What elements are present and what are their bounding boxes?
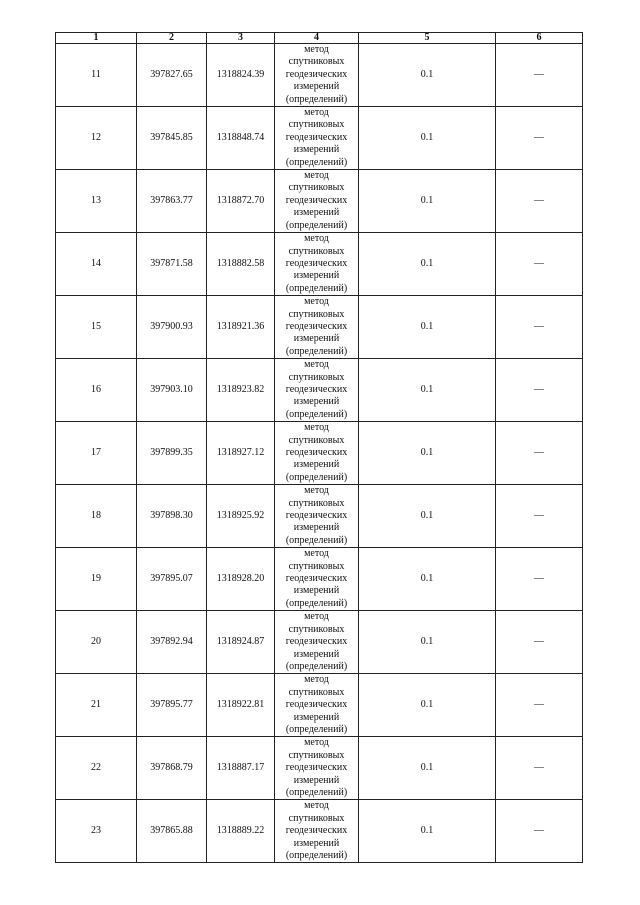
method-line: метод bbox=[304, 170, 329, 182]
accuracy-cell: 0.1 bbox=[359, 44, 496, 107]
method-line: метод bbox=[304, 485, 329, 497]
method-line: спутниковых bbox=[288, 749, 345, 761]
method-line: метод bbox=[304, 107, 329, 119]
header-row bbox=[56, 33, 583, 44]
y-coordinate-cell: 1318848.74 bbox=[207, 107, 275, 170]
accuracy-cell: 0.1 bbox=[359, 800, 496, 863]
point-number-cell: 19 bbox=[56, 548, 137, 611]
method-line: (определений) bbox=[285, 345, 348, 357]
x-coordinate-cell: 397845.85 bbox=[137, 107, 207, 170]
accuracy-cell: 0.1 bbox=[359, 737, 496, 800]
method-cell bbox=[275, 485, 359, 548]
method-line: спутниковых bbox=[288, 245, 345, 257]
accuracy-cell: 0.1 bbox=[359, 674, 496, 737]
table-row bbox=[56, 674, 583, 737]
method-cell bbox=[275, 548, 359, 611]
method-line: геодезических bbox=[285, 320, 348, 332]
accuracy-cell: 0.1 bbox=[359, 170, 496, 233]
method-line: измерений bbox=[293, 522, 340, 534]
method-line: метод bbox=[304, 359, 329, 371]
point-number-cell: 11 bbox=[56, 44, 137, 107]
table-row bbox=[56, 359, 583, 422]
x-coordinate-cell: 397863.77 bbox=[137, 170, 207, 233]
method-cell bbox=[275, 800, 359, 863]
method-line: геодезических bbox=[285, 636, 348, 648]
method-line: метод bbox=[304, 296, 329, 308]
method-line: (определений) bbox=[285, 723, 348, 735]
method-line: измерений bbox=[293, 837, 340, 849]
method-line: измерений bbox=[293, 207, 340, 219]
method-line: спутниковых bbox=[288, 434, 345, 446]
note-cell: — bbox=[496, 548, 583, 611]
note-cell: — bbox=[496, 674, 583, 737]
y-coordinate-cell: 1318924.87 bbox=[207, 611, 275, 674]
y-coordinate-cell: 1318928.20 bbox=[207, 548, 275, 611]
y-coordinate-cell: 1318887.17 bbox=[207, 737, 275, 800]
x-coordinate-cell: 397892.94 bbox=[137, 611, 207, 674]
method-line: метод bbox=[304, 233, 329, 245]
method-line: геодезических bbox=[285, 194, 348, 206]
y-coordinate-cell: 1318921.36 bbox=[207, 296, 275, 359]
x-coordinate-cell: 397903.10 bbox=[137, 359, 207, 422]
table-row bbox=[56, 737, 583, 800]
method-line: измерений bbox=[293, 585, 340, 597]
method-cell bbox=[275, 422, 359, 485]
point-number-cell: 18 bbox=[56, 485, 137, 548]
method-cell bbox=[275, 170, 359, 233]
method-line: спутниковых bbox=[288, 56, 345, 68]
note-cell: — bbox=[496, 485, 583, 548]
note-cell: — bbox=[496, 170, 583, 233]
method-line: метод bbox=[304, 737, 329, 749]
accuracy-cell: 0.1 bbox=[359, 233, 496, 296]
note-cell: — bbox=[496, 296, 583, 359]
x-coordinate-cell: 397865.88 bbox=[137, 800, 207, 863]
x-coordinate-cell: 397868.79 bbox=[137, 737, 207, 800]
method-line: (определений) bbox=[285, 660, 348, 672]
method-line: метод bbox=[304, 611, 329, 623]
method-line: спутниковых bbox=[288, 371, 345, 383]
point-number-cell: 23 bbox=[56, 800, 137, 863]
note-cell: — bbox=[496, 359, 583, 422]
method-line: измерений bbox=[293, 333, 340, 345]
method-line: спутниковых bbox=[288, 686, 345, 698]
table-body bbox=[56, 44, 583, 863]
table-row bbox=[56, 44, 583, 107]
accuracy-cell: 0.1 bbox=[359, 611, 496, 674]
method-line: метод bbox=[304, 674, 329, 686]
point-number-cell: 12 bbox=[56, 107, 137, 170]
method-line: геодезических bbox=[285, 510, 348, 522]
method-cell bbox=[275, 107, 359, 170]
note-cell: — bbox=[496, 611, 583, 674]
method-cell bbox=[275, 611, 359, 674]
accuracy-cell: 0.1 bbox=[359, 422, 496, 485]
x-coordinate-cell: 397827.65 bbox=[137, 44, 207, 107]
y-coordinate-cell: 1318927.12 bbox=[207, 422, 275, 485]
point-number-cell: 22 bbox=[56, 737, 137, 800]
table-row bbox=[56, 233, 583, 296]
method-line: измерений bbox=[293, 711, 340, 723]
method-line: (определений) bbox=[285, 786, 348, 798]
method-line: (определений) bbox=[285, 282, 348, 294]
accuracy-cell: 0.1 bbox=[359, 107, 496, 170]
point-number-cell: 15 bbox=[56, 296, 137, 359]
method-cell bbox=[275, 737, 359, 800]
point-number-cell: 17 bbox=[56, 422, 137, 485]
method-line: метод bbox=[304, 548, 329, 560]
y-coordinate-cell: 1318925.92 bbox=[207, 485, 275, 548]
table-row bbox=[56, 296, 583, 359]
method-cell bbox=[275, 674, 359, 737]
method-line: геодезических bbox=[285, 257, 348, 269]
method-line: измерений bbox=[293, 774, 340, 786]
method-line: (определений) bbox=[285, 471, 348, 483]
method-line: измерений bbox=[293, 648, 340, 660]
accuracy-cell: 0.1 bbox=[359, 485, 496, 548]
method-line: измерений bbox=[293, 144, 340, 156]
method-line: спутниковых bbox=[288, 812, 345, 824]
table-row bbox=[56, 800, 583, 863]
method-line: геодезических bbox=[285, 383, 348, 395]
y-coordinate-cell: 1318922.81 bbox=[207, 674, 275, 737]
note-cell: — bbox=[496, 233, 583, 296]
method-cell bbox=[275, 296, 359, 359]
table-row bbox=[56, 422, 583, 485]
method-line: геодезических bbox=[285, 573, 348, 585]
method-line: геодезических bbox=[285, 447, 348, 458]
method-line: (определений) bbox=[285, 534, 348, 546]
method-line: геодезических bbox=[285, 825, 348, 837]
table-row bbox=[56, 485, 583, 548]
y-coordinate-cell: 1318824.39 bbox=[207, 44, 275, 107]
method-line: измерений bbox=[293, 270, 340, 282]
y-coordinate-cell: 1318889.22 bbox=[207, 800, 275, 863]
x-coordinate-cell: 397900.93 bbox=[137, 296, 207, 359]
x-coordinate-cell: 397895.77 bbox=[137, 674, 207, 737]
method-line: спутниковых bbox=[288, 560, 345, 572]
point-number-cell: 13 bbox=[56, 170, 137, 233]
y-coordinate-cell: 1318872.70 bbox=[207, 170, 275, 233]
method-line: спутниковых bbox=[288, 497, 345, 509]
method-line: (определений) bbox=[285, 850, 348, 861]
accuracy-cell: 0.1 bbox=[359, 296, 496, 359]
table-row bbox=[56, 548, 583, 611]
method-line: геодезических bbox=[285, 68, 348, 80]
point-number-cell: 14 bbox=[56, 233, 137, 296]
header-col-3: 3 bbox=[207, 33, 275, 44]
note-cell: — bbox=[496, 422, 583, 485]
x-coordinate-cell: 397899.35 bbox=[137, 422, 207, 485]
header-col-4: 4 bbox=[275, 33, 359, 44]
note-cell: — bbox=[496, 800, 583, 863]
method-line: геодезических bbox=[285, 699, 348, 711]
y-coordinate-cell: 1318923.82 bbox=[207, 359, 275, 422]
point-number-cell: 20 bbox=[56, 611, 137, 674]
method-line: (определений) bbox=[285, 93, 348, 105]
note-cell: — bbox=[496, 107, 583, 170]
table-row bbox=[56, 611, 583, 674]
x-coordinate-cell: 397871.58 bbox=[137, 233, 207, 296]
method-line: метод bbox=[304, 44, 329, 55]
note-cell: — bbox=[496, 44, 583, 107]
x-coordinate-cell: 397898.30 bbox=[137, 485, 207, 548]
method-cell bbox=[275, 44, 359, 107]
method-line: геодезических bbox=[285, 131, 348, 143]
y-coordinate-cell: 1318882.58 bbox=[207, 233, 275, 296]
method-line: метод bbox=[304, 422, 329, 434]
header-col-2: 2 bbox=[137, 33, 207, 44]
table-row bbox=[56, 170, 583, 233]
header-col-6: 6 bbox=[496, 33, 583, 44]
method-line: измерений bbox=[293, 396, 340, 408]
point-number-cell: 21 bbox=[56, 674, 137, 737]
x-coordinate-cell: 397895.07 bbox=[137, 548, 207, 611]
method-line: спутниковых bbox=[288, 308, 345, 320]
method-line: (определений) bbox=[285, 219, 348, 231]
method-line: спутниковых bbox=[288, 182, 345, 194]
method-line: спутниковых bbox=[288, 119, 345, 131]
accuracy-cell: 0.1 bbox=[359, 359, 496, 422]
header-col-5: 5 bbox=[359, 33, 496, 44]
method-cell bbox=[275, 233, 359, 296]
point-number-cell: 16 bbox=[56, 359, 137, 422]
accuracy-cell: 0.1 bbox=[359, 548, 496, 611]
table-header bbox=[56, 33, 583, 44]
method-line: (определений) bbox=[285, 597, 348, 609]
coordinates-table bbox=[55, 32, 583, 863]
method-cell bbox=[275, 359, 359, 422]
method-line: измерений bbox=[293, 81, 340, 93]
method-line: геодезических bbox=[285, 762, 348, 774]
method-line: (определений) bbox=[285, 156, 348, 168]
method-line: измерений bbox=[293, 459, 340, 471]
header-col-1: 1 bbox=[56, 33, 137, 44]
method-line: (определений) bbox=[285, 408, 348, 420]
table-row bbox=[56, 107, 583, 170]
note-cell: — bbox=[496, 737, 583, 800]
method-line: спутниковых bbox=[288, 623, 345, 635]
method-line: метод bbox=[304, 800, 329, 812]
